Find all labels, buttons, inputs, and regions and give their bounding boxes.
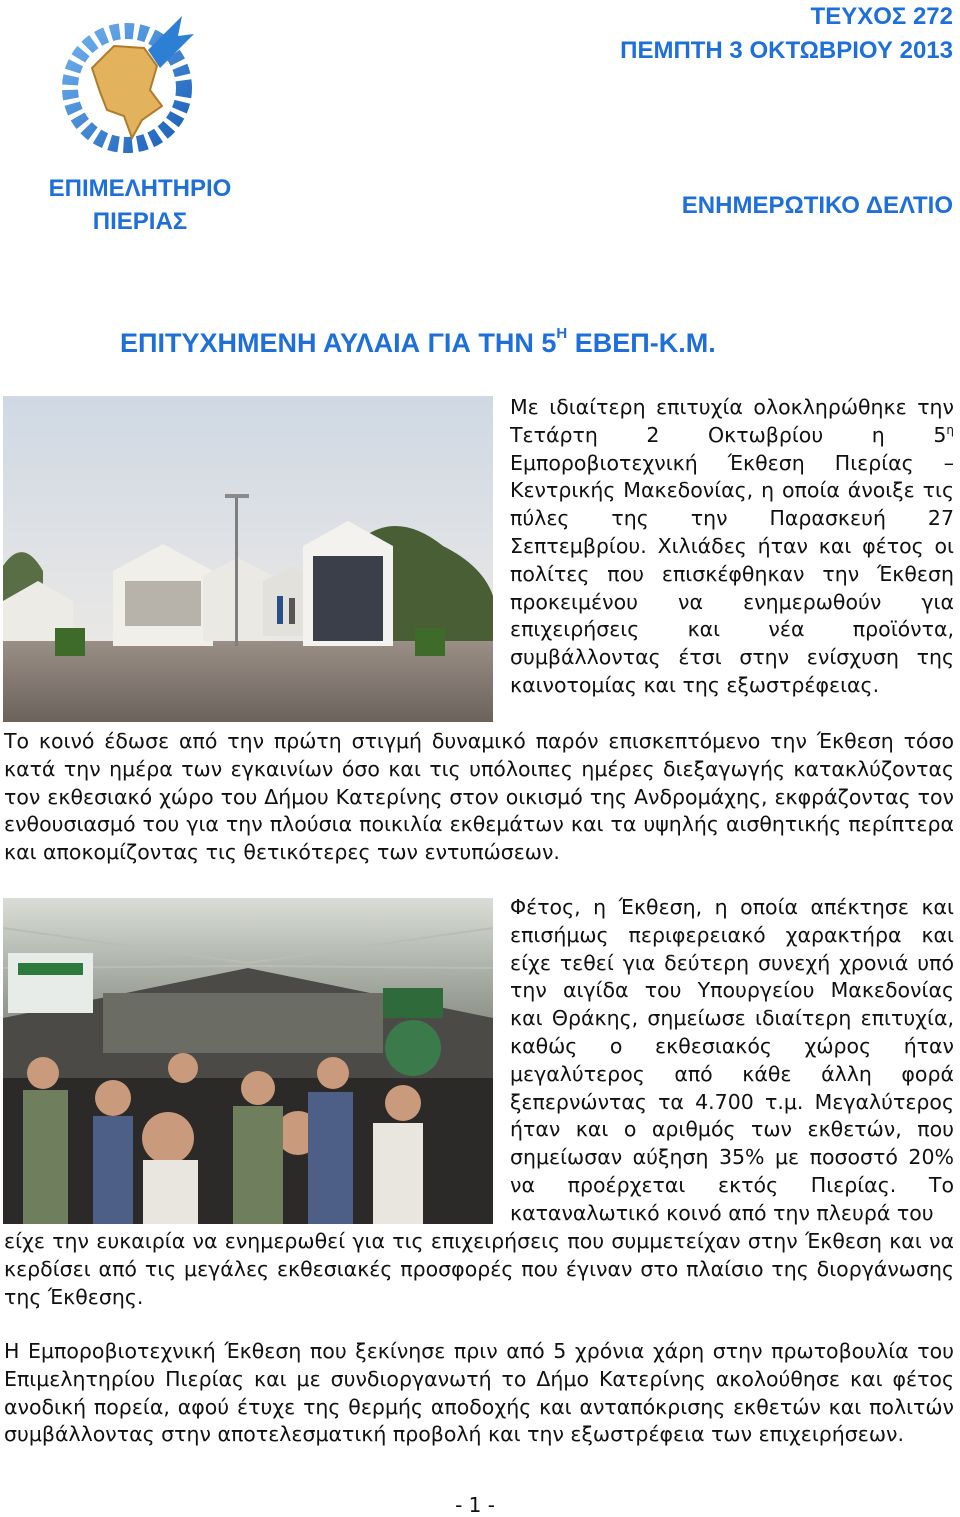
photo-exhibition-tents: [3, 396, 493, 722]
chamber-logo-icon: [52, 8, 202, 158]
article-paragraph-4: Η Εμποροβιοτεχνική Έκθεση που ξεκίνησε πριν από 5 χρόνια χάρη στην πρωτοβουλία του Επιμελητηρίου Πιερίας και με συνδιοργανωτή το Δήμο Κατερίνης ακολούθησε και φέτος ανοδική πορεία, αφού έτυχε της θερμής αποδοχής και ανταπόκρισης εκθετών και πολιτών συμβάλλοντας στην αποτελεσματική προβολή και την εξωστρέφεια των επιχειρήσεων.: [4, 1339, 954, 1447]
photo-exhibition-crowd: [3, 898, 493, 1224]
article-headline: [120, 325, 716, 359]
headline-superscript: Η: [556, 325, 568, 342]
issue-number: ΤΕΥΧΟΣ 272: [810, 3, 953, 30]
p1-superscript: η: [946, 422, 954, 437]
page-number: - 1 -: [455, 1493, 495, 1517]
article-paragraph-3-part-1: Φέτος, η Έκθεση, η οποία απέκτησε και επισήμως περιφερειακό χαρακτήρα και είχε τεθεί για δεύτερη συνεχή χρονιά υπό την αιγίδα του Υπουργείου Μακεδονίας και Θράκης, σημείωσε ιδιαίτερη επιτυχία, καθώς ο εκθεσιακός χώρος ήταν μεγαλύτερος από κάθε άλλη φορά ξεπερνώντας τα 4.700 τ.μ. Μεγαλύτερος ήταν και ο αριθμός των εκθετών, που σημείωσαν αύξηση 35% με ποσοστό 20% να προέρχεται εκτός Πιερίας. Το καταναλωτικό κοινό από την πλευρά του: [510, 895, 954, 1225]
article-paragraph-1: [510, 394, 954, 700]
headline-suffix: ΕΒΕΠ-Κ.Μ.: [567, 328, 716, 358]
organization-name-line1: ΕΠΙΜΕΛΗΤΗΡΙΟ: [48, 175, 232, 202]
issue-info: [620, 0, 953, 68]
organization-name-line2: ΠΙΕΡΙΑΣ: [92, 208, 188, 235]
article-paragraph-3-part-2: είχε την ευκαιρία να ενημερωθεί για τις επιχειρήσεις που συμμετείχαν στην Έκθεση και να κερδίσει από τις μεγάλες εκθεσιακές προσφορές που έγιναν στο πλαίσιο της διοργάνωσης της Έκθεσης.: [4, 1229, 954, 1309]
headline-prefix: ΕΠΙΤΥΧΗΜΕΝΗ ΑΥΛΑΙΑ ΓΙΑ ΤΗΝ 5: [120, 328, 557, 358]
p1-part-b: Εμποροβιοτεχνική Έκθεση Πιερίας – Κεντρικής Μακεδονίας, η οποία άνοιξε τις πύλες της την Παρασκευή 27 Σεπτεμβρίου. Χιλιάδες ήταν και φέτος οι πολίτες που επισκέφθηκαν την Έκθεση προκειμένου να ενημερωθούν για επιχειρήσεις και νέα προϊόντα, συμβάλλοντας έτσι στην ενίσχυση της καινοτομίας και της εξωστρέφειας.: [510, 450, 954, 697]
p1-part-a: Με ιδιαίτερη επιτυχία ολοκληρώθηκε την Τετάρτη 2 Οκτωβρίου η 5: [510, 395, 954, 447]
bulletin-title: ΕΝΗΜΕΡΩΤΙΚΟ ΔΕΛΤΙΟ: [681, 192, 953, 219]
article-paragraph-2: Το κοινό έδωσε από την πρώτη στιγμή δυναμικό παρόν επισκεπτόμενο την Έκθεση τόσο κατά την ημέρα των εγκαινίων όσο και τις υπόλοιπες ημέρες διεξαγωγής κατακλύζοντας τον εκθεσιακό χώρο του Δήμου Κατερίνης στον οικισμό της Ανδρομάχης, εκφράζοντας τον ενθουσιασμό του για την πλούσια ποικιλία εκθεμάτων και τα υψηλής αισθητικής περίπτερα και αποκομίζοντας τις θετικότερες των εντυπώσεων.: [4, 729, 954, 865]
organization-name: [24, 172, 256, 238]
issue-date: ΠΕΜΠΤΗ 3 ΟΚΤΩΒΡΙΟΥ 2013: [620, 37, 953, 64]
